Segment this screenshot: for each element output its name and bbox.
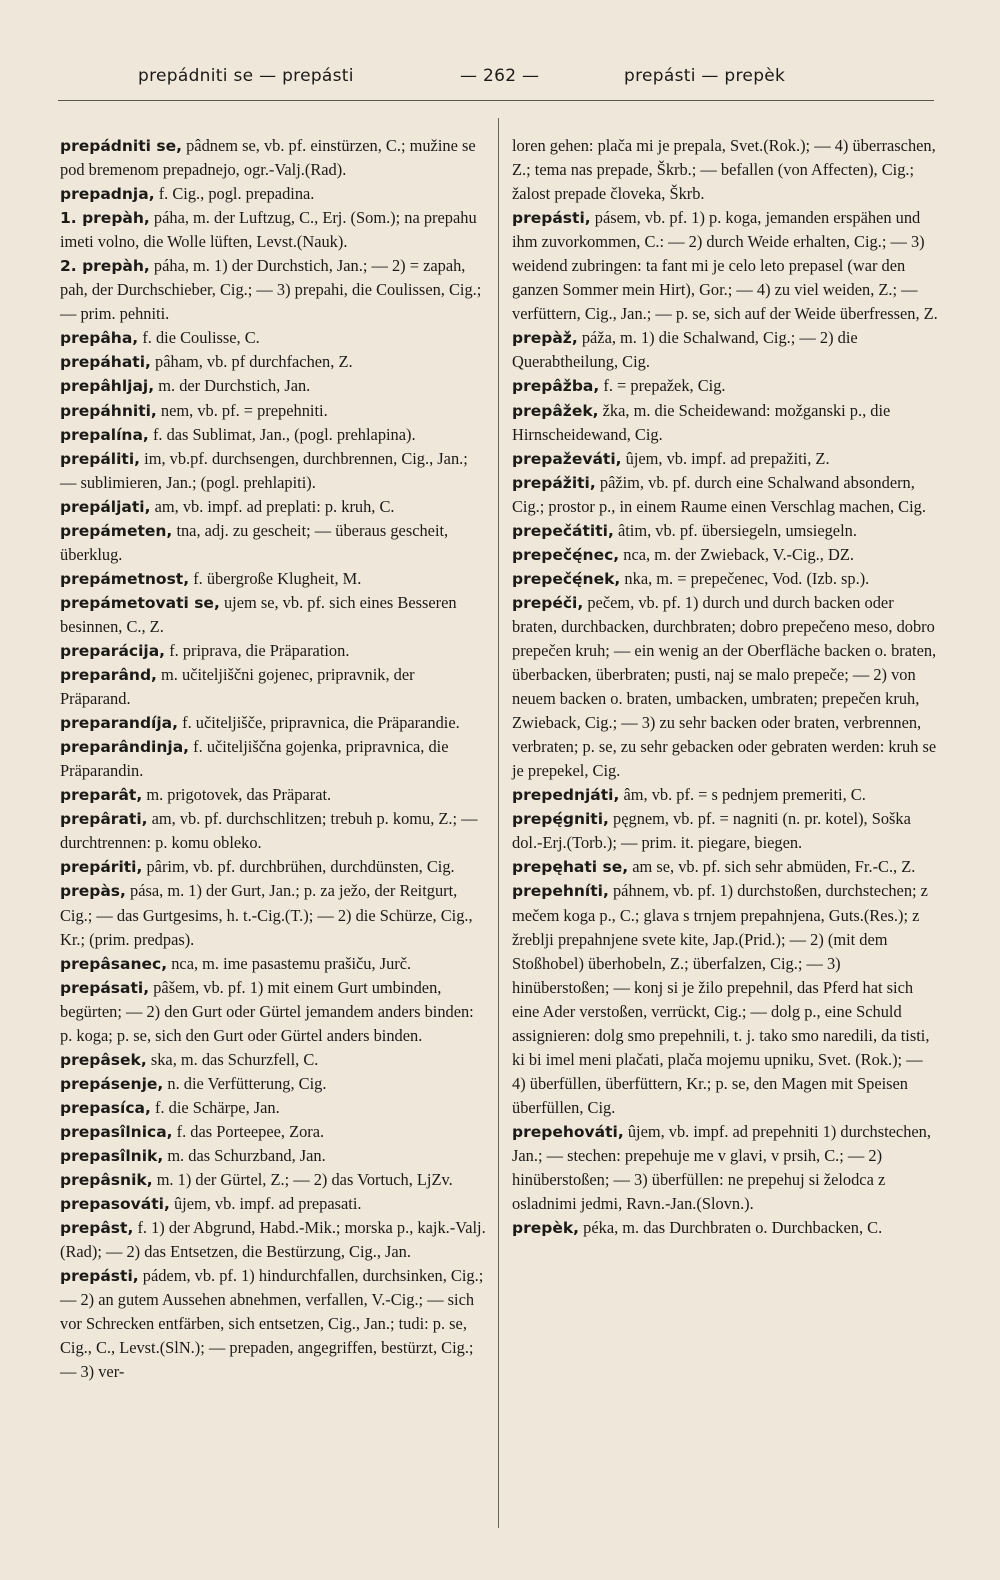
page-number: — 262 — (460, 66, 540, 86)
dictionary-entry (60, 519, 488, 567)
entry-headword: prepàs, (60, 882, 126, 901)
entry-headword: prepadnja, (60, 185, 155, 204)
left-column (60, 134, 488, 1384)
entry-definition: pásem, vb. pf. 1) p. koga, jemanden erspähen und ihm zuvorkommen, C.: — 2) durch Weide erhalten, Cig.; — 3) weidend zubringen: ta fant mi je celo leto prepasel (war den ganzen Sommer mein Hirt), Gor.; — 4) zu viel weiden, Z.; — verfüttern, Cig., Jan.; — p. se, sich auf der Weide überfressen, Z. (512, 208, 938, 324)
dictionary-entry (512, 567, 940, 591)
entry-headword: prepádniti se, (60, 137, 182, 155)
entry-headword: prepâsek, (60, 1050, 147, 1069)
dictionary-entry (512, 591, 940, 783)
dictionary-entry (60, 711, 488, 735)
dictionary-entry (60, 350, 488, 374)
dictionary-entry (512, 1216, 940, 1240)
dictionary-entry (60, 254, 488, 326)
entry-definition: m. 1) der Gürtel, Z.; — 2) das Vortuch, LjZv. (156, 1170, 453, 1190)
header-rule (58, 100, 934, 101)
dictionary-entry (60, 447, 488, 495)
entry-headword: prepâžba, (512, 377, 600, 396)
entry-definition: n. die Verfütterung, Cig. (167, 1073, 327, 1093)
dictionary-entry (512, 374, 940, 398)
entry-definition: f. die Coulisse, C. (142, 328, 260, 348)
entry-headword: preparândinja, (60, 738, 190, 757)
dictionary-entry (512, 879, 940, 1119)
entry-definition: f. = prepažek, Cig. (603, 376, 726, 396)
entry-headword: prepehníti, (512, 882, 609, 901)
entry-definition: nka, m. = prepečenec, Vod. (Izb. sp.). (624, 568, 870, 588)
entry-headword: preparandíja, (60, 714, 179, 733)
entry-definition: am, vb. impf. ad preplati: p. kruh, C. (154, 496, 395, 516)
dictionary-entry (60, 1072, 488, 1096)
entry-headword: prepámeten, (60, 521, 173, 540)
entry-headword: prepečę́nec, (512, 545, 620, 564)
dictionary-entry (60, 1120, 488, 1144)
entry-definition: pâdnem se, vb. pf. einstürzen, C.; mužine se pod bremenom prepadnejo, ogr.-Valj.(Rad). (60, 136, 476, 180)
entry-definition: pâham, vb. pf durchfachen, Z. (155, 352, 353, 372)
dictionary-entry (512, 519, 940, 543)
entry-headword: prepasîlnik, (60, 1146, 164, 1165)
dictionary-entry (60, 591, 488, 639)
dictionary-entry (512, 783, 940, 807)
entry-headword: prepámetnost, (60, 569, 190, 588)
entry-headword: prepârati, (60, 810, 148, 829)
dictionary-entry (60, 663, 488, 711)
dictionary-entry (512, 543, 940, 567)
entry-headword: prepáhniti, (60, 401, 157, 420)
entry-headword: prepámetovati se, (60, 593, 220, 612)
entry-headword: prepâhljaj, (60, 377, 155, 396)
dictionary-entry (60, 399, 488, 423)
column-divider (498, 118, 499, 1528)
entry-definition: pęgnem, vb. pf. = nagniti (n. pr. kotel), Soška dol.-Erj.(Torb.); — prim. it. piegare, biegen. (512, 809, 911, 853)
entry-headword: prepáljati, (60, 497, 151, 516)
entry-headword: prepęhati se, (512, 858, 629, 877)
entry-headword: prepâsanec, (60, 954, 168, 973)
entry-headword: prepasováti, (60, 1195, 170, 1214)
entry-definition: m. prigotovek, das Präparat. (146, 785, 332, 805)
entry-headword: prepážiti, (512, 473, 596, 492)
entry-definition: pečem, vb. pf. 1) durch und durch backen oder braten, durchbacken, durchbraten; dobro prepečeno meso, dobro prepečen kruh; — ein wenig an der Oberfläche backen o. braten, überbacken, überbraten; pusti, naj se malo prepeče; — 2) von neuem backen o. braten, umbacken, umbraten; prepečen kruh, Zwieback, Cig.; — 3) zu sehr backen oder braten, verbrennen, verbraten; p. se, zu sehr gebacken oder gebraten werden: kruh se je prepekel, Cig. (512, 592, 937, 781)
entry-definition: pâžim, vb. pf. durch eine Schalwand absondern, Cig.; prostor p., in einem Raume einen Verschlag machen, Cig. (512, 472, 926, 516)
dictionary-entry (60, 206, 488, 254)
entry-definition: péka, m. das Durchbraten o. Durchbacken, C. (583, 1218, 883, 1238)
dictionary-entry (60, 1168, 488, 1192)
dictionary-entry (60, 134, 488, 182)
entry-definition: páža, m. 1) die Schalwand, Cig.; — 2) die Querabtheilung, Cig. (512, 328, 858, 372)
entry-definition: ûjem, vb. impf. ad prepažiti, Z. (625, 448, 830, 468)
header-left-guideword: prepádniti se — prepásti (138, 66, 354, 86)
entry-definition: pârim, vb. pf. durchbrühen, durchdünsten, Cig. (146, 857, 455, 877)
entry-headword: prepéči, (512, 593, 584, 612)
dictionary-entry (60, 783, 488, 807)
entry-headword: prepáriti, (60, 858, 143, 877)
dictionary-entry (512, 447, 940, 471)
entry-definition: nca, m. ime pasastemu prašiču, Jurč. (171, 953, 412, 973)
entry-headword: 2. prepàh, (60, 257, 150, 276)
dictionary-entry (512, 855, 940, 879)
entry-headword: prepásenje, (60, 1074, 164, 1093)
entry-headword: prepehováti, (512, 1122, 624, 1141)
entry-headword: prepásti, (60, 1267, 139, 1286)
entry-headword: prepàž, (512, 329, 578, 348)
entry-headword: prepę́gniti, (512, 810, 609, 829)
entry-definition: âtim, vb. pf. übersiegeln, umsiegeln. (617, 520, 857, 540)
dictionary-entry (60, 1048, 488, 1072)
entry-definition: nca, m. der Zwieback, V.-Cig., DZ. (623, 544, 854, 564)
entry-headword: prepáliti, (60, 449, 141, 468)
dictionary-entry (60, 495, 488, 519)
entry-definition: f. Cig., pogl. prepadina. (158, 184, 315, 204)
entry-headword: preparácija, (60, 641, 166, 660)
dictionary-entry (60, 976, 488, 1048)
entry-headword: preparând, (60, 666, 157, 685)
entry-definition: f. učiteljiščna gojenka, pripravnica, die Präparandin. (60, 737, 449, 781)
entry-definition: nem, vb. pf. = prepehniti. (160, 400, 328, 420)
entry-headword: prepâžek, (512, 401, 599, 420)
entry-headword: prepásti, (512, 209, 591, 228)
entry-headword: prepečę́nek, (512, 569, 621, 588)
entry-definition: m. das Schurzband, Jan. (167, 1145, 326, 1165)
dictionary-entry (60, 423, 488, 447)
dictionary-entry (60, 567, 488, 591)
entry-definition: f. priprava, die Präparation. (169, 640, 350, 660)
entry-headword: prepasíca, (60, 1098, 151, 1117)
entry-definition: f. das Sublimat, Jan., (pogl. prehlapina). (152, 424, 416, 444)
dictionary-entry (60, 1192, 488, 1216)
dictionary-entry (512, 206, 940, 326)
dictionary-entry (512, 399, 940, 447)
entry-headword: prepečátiti, (512, 521, 614, 540)
entry-definition: tna, adj. zu gescheit; — überaus gescheit, überklug. (60, 520, 449, 564)
entry-definition: páhnem, vb. pf. 1) durchstoßen, durchstechen; z mečem koga p., C.; glava s trnjem prepahnjena, Guts.(Res.); z žreblji prepahnjene svete kite, Jap.(Prid.); — 2) (mit dem Stoßhobel) überhobeln, Z.; überfalzen, Cig.; — 3) hinüberstoßen; — konj si je žilo prepehnil, das Pferd hat sich eine Ader verstoßen, verrückt, Cig.; — dolg p., eine Schuld assignieren: dolg smo prepehnili, t. j. tako smo naredili, da tisti, ki bi imel meni plačati, plača mojemu upniku, Svet. (Rok.); — 4) überfüllen, überfüttern, Kr.; p. se, den Magen mit Speisen überfüllen, Cig. (512, 881, 930, 1117)
entry-definition: am se, vb. pf. sich sehr abmüden, Fr.-C., Z. (632, 857, 916, 877)
entry-headword: prepásati, (60, 978, 150, 997)
dictionary-entry (60, 807, 488, 855)
entry-headword: prepalína, (60, 425, 149, 444)
entry-definition: ûjem, vb. impf. ad prepasati. (173, 1194, 362, 1214)
entry-headword: prepaževáti, (512, 449, 622, 468)
dictionary-entry (512, 1120, 940, 1216)
dictionary-entry (60, 735, 488, 783)
dictionary-entry (512, 471, 940, 519)
dictionary-entry (60, 952, 488, 976)
entry-definition: f. die Schärpe, Jan. (155, 1097, 280, 1117)
entry-definition: pâšem, vb. pf. 1) mit einem Gurt umbinden, begürten; — 2) den Gurt oder Gürtel jemandem anders binden: p. koga; p. se, sich den Gurt oder Gürtel anders binden. (60, 977, 474, 1045)
entry-definition: ûjem, vb. impf. ad prepehniti 1) durchstechen, Jan.; — stechen: prepehuje me v glavi, v prsih, C.; — 2) hinüberstoßen; — 3) überfüllen: ne prepehuj si želodca z osladnimi jedmi, Ravn.-Jan.(Slovn.). (512, 1121, 931, 1214)
entry-definition: pása, m. 1) der Gurt, Jan.; p. za ježo, der Reitgurt, Cig.; — das Gurtgesims, h. t.-Cig.(T.); — 2) die Schürze, Cig., Kr.; (prim. predpas). (60, 881, 473, 949)
entry-headword: prepâha, (60, 329, 139, 348)
entry-headword: preparât, (60, 786, 143, 805)
dictionary-entry (60, 1264, 488, 1384)
entry-definition: pádem, vb. pf. 1) hindurchfallen, durchsinken, Cig.; — 2) an gutem Aussehen abnehmen, verfallen, V.-Cig.; — sich vor Schrecken entfärben, sich entsetzen, Cig., Jan.; tudi: p. se, Cig., C., Levst.(SlN.); — prepaden, angegriffen, bestürzt, Cig.; — 3) ver- (60, 1266, 484, 1382)
dictionary-entry (60, 1096, 488, 1120)
entry-headword: prepèk, (512, 1219, 580, 1238)
dictionary-entry (60, 374, 488, 398)
entry-definition: m. der Durchstich, Jan. (158, 376, 311, 396)
entry-definition: f. das Porteepee, Zora. (176, 1121, 325, 1141)
dictionary-entry (512, 326, 940, 374)
dictionary-entry (60, 639, 488, 663)
entry-definition: ujem se, vb. pf. sich eines Besseren besinnen, C., Z. (60, 592, 457, 636)
entry-definition: žka, m. die Scheidewand: možganski p., die Hirnscheidewand, Cig. (512, 400, 891, 444)
entry-definition: ska, m. das Schurzfell, C. (150, 1049, 319, 1069)
entry-headword: prepednjáti, (512, 786, 620, 805)
dictionary-entry (60, 326, 488, 350)
dictionary-entry (60, 879, 488, 951)
entry-definition: f. učiteljišče, pripravnica, die Präparandie. (182, 713, 460, 733)
entry-headword: prepâsnik, (60, 1171, 153, 1190)
entry-definition: páha, m. der Luftzug, C., Erj. (Som.); na prepahu imeti volno, die Wolle lüften, Levst.(Nauk). (60, 208, 477, 252)
entry-definition: f. übergroße Klugheit, M. (193, 568, 362, 588)
dictionary-entry (512, 807, 940, 855)
dictionary-entry (60, 182, 488, 206)
entry-headword: prepasîlnica, (60, 1122, 173, 1141)
entry-definition: loren gehen: plača mi je prepala, Svet.(Rok.); — 4) überraschen, Z.; tema nas prepade, Škrb.; — befallen (von Affecten), Cig.; žalost prepade človeka, Škrb. (512, 136, 936, 204)
dictionary-entry (512, 134, 940, 206)
entry-definition: m. učiteljiščni gojenec, pripravnik, der Präparand. (60, 665, 415, 709)
dictionary-entry (60, 855, 488, 879)
entry-definition: âm, vb. pf. = s pednjem premeriti, C. (623, 785, 866, 805)
entry-headword: prepâst, (60, 1219, 134, 1238)
entry-definition: f. 1) der Abgrund, Habd.-Mik.; morska p., kajk.-Valj.(Rad); — 2) das Entsetzen, die Bestürzung, Cig., Jan. (60, 1218, 486, 1262)
dictionary-entry (60, 1144, 488, 1168)
dictionary-entry (60, 1216, 488, 1264)
right-column (512, 134, 940, 1240)
entry-definition: páha, m. 1) der Durchstich, Jan.; — 2) = zapah, pah, der Durchschieber, Cig.; — 3) prepahi, die Coulissen, Cig.; — prim. pehniti. (60, 256, 482, 324)
entry-headword: 1. prepàh, (60, 209, 150, 228)
header-right-guideword: prepásti — prepèk (624, 66, 786, 86)
entry-definition: im, vb.pf. durchsengen, durchbrennen, Cig., Jan.; — sublimieren, Jan.; (pogl. prehlapiti). (60, 448, 468, 492)
entry-definition: am, vb. pf. durchschlitzen; trebuh p. komu, Z.; — durchtrennen: p. komu obleko. (60, 809, 478, 853)
entry-headword: prepáhati, (60, 353, 151, 372)
